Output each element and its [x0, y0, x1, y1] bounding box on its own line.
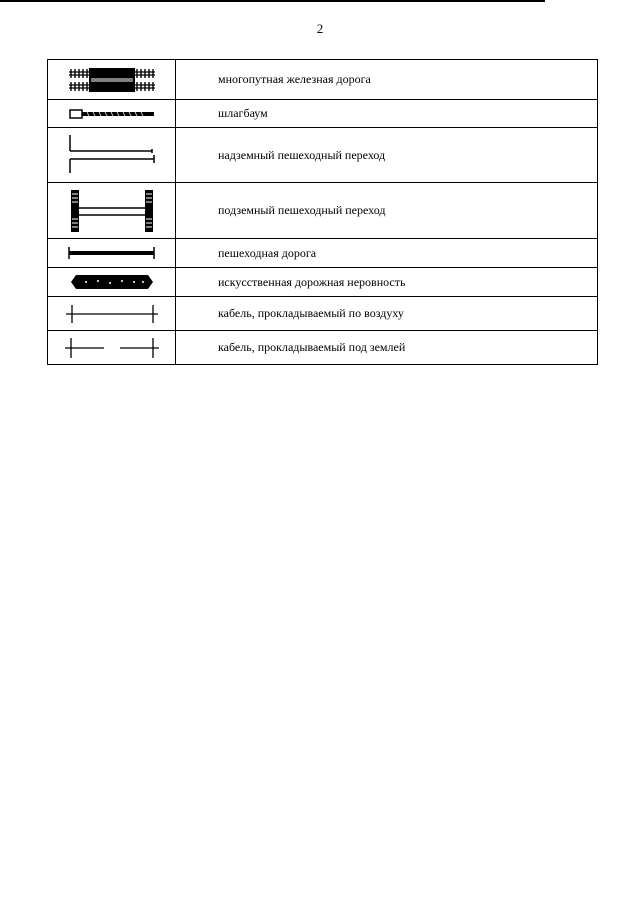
- underground-cable-icon: [64, 337, 160, 359]
- legend-symbol-cell: [48, 183, 176, 239]
- legend-label: надземный пешеходный переход: [176, 128, 598, 183]
- speed-bump-icon: [70, 274, 154, 290]
- underground-pedestrian-crossing-icon: [70, 189, 154, 233]
- legend-row: [48, 100, 598, 128]
- legend-symbol-cell: [48, 331, 176, 365]
- legend-symbol-cell: [48, 100, 176, 128]
- page-number: 2: [316, 21, 324, 36]
- legend-row: [48, 331, 598, 365]
- legend-label: кабель, прокладываемый по воздуху: [176, 297, 598, 331]
- legend-label: шлагбаум: [176, 100, 598, 128]
- legend-symbol-cell: [48, 60, 176, 100]
- legend-row: [48, 128, 598, 183]
- multitrack-railway-icon: [69, 65, 155, 95]
- legend-symbol-cell: [48, 297, 176, 331]
- overground-pedestrian-crossing-icon: [69, 135, 155, 175]
- legend-row: [48, 183, 598, 239]
- legend-label: пешеходная дорога: [176, 239, 598, 268]
- legend-row: [48, 297, 598, 331]
- legend-row: [48, 268, 598, 297]
- legend-row: [48, 60, 598, 100]
- legend-symbol-cell: [48, 268, 176, 297]
- legend-row: [48, 239, 598, 268]
- pedestrian-road-icon: [68, 246, 156, 260]
- legend-label: искусственная дорожная неровность: [176, 268, 598, 297]
- legend-symbol-cell: [48, 239, 176, 268]
- legend-label: многопутная железная дорога: [176, 60, 598, 100]
- legend-symbol-cell: [48, 128, 176, 183]
- overhead-cable-icon: [65, 304, 159, 324]
- legend-label: подземный пешеходный переход: [176, 183, 598, 239]
- barrier-icon: [69, 109, 155, 119]
- legend-table: [47, 59, 598, 365]
- top-edge-rule: [0, 0, 545, 2]
- legend-label: кабель, прокладываемый под землей: [176, 331, 598, 365]
